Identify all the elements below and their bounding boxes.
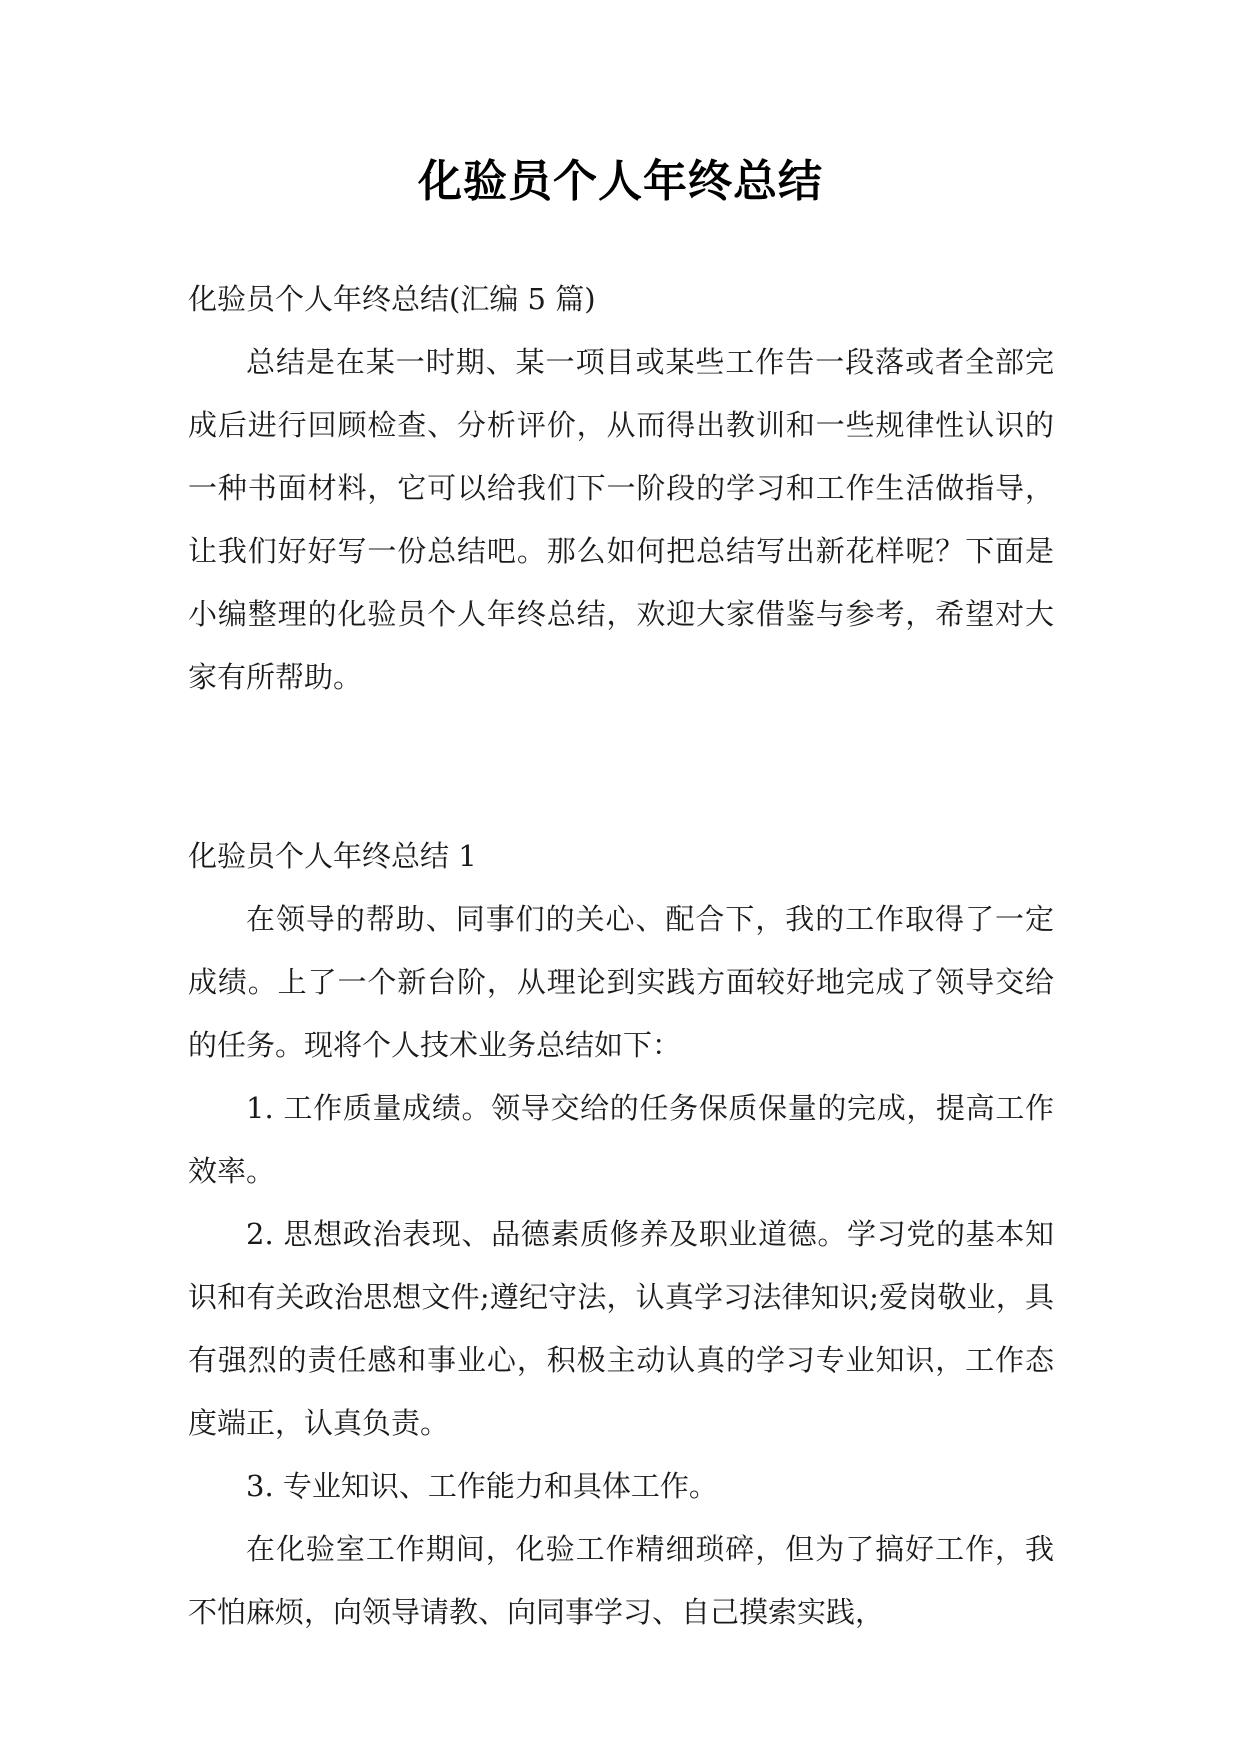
section-1-heading: 化验员个人年终总结 1 [188,839,477,873]
document-subtitle: 化验员个人年终总结(汇编 5 篇) [188,282,596,316]
section-1-item-2: 2. 思想政治表现、品德素质修养及职业道德。学习党的基本知识和有关政治思想文件;遵纪守法，认真学习法律知识;爱岗敬业，具有强烈的责任感和事业心，积极主动认真的学习专业知识，工作态度端正，认真负责。 [188,1217,1054,1440]
intro-paragraph: 总结是在某一时期、某一项目或某些工作告一段落或者全部完成后进行回顾检查、分析评价，从而得出教训和一些规律性认识的一种书面材料，它可以给我们下一阶段的学习和工作生活做指导，让我们好好写一份总结吧。那么如何把总结写出新花样呢？下面是小编整理的化验员个人年终总结，欢迎大家借鉴与参考，希望对大家有所帮助。 [188,345,1054,694]
section-1-item-1: 1. 工作质量成绩。领导交给的任务保质保量的完成，提高工作效率。 [188,1091,1054,1188]
section-1-paragraph-lab: 在化验室工作期间，化验工作精细琐碎，但为了搞好工作，我不怕麻烦，向领导请教、向同事学习、自己摸索实践， [188,1532,1054,1629]
intro-block [188,268,1054,709]
section-1-item-3: 3. 专业知识、工作能力和具体工作。 [246,1469,718,1503]
section-1-paragraph: 在领导的帮助、同事们的关心、配合下，我的工作取得了一定成绩。上了一个新台阶，从理论到实践方面较好地完成了领导交给的任务。现将个人技术业务总结如下： [188,902,1054,1062]
document-title: 化验员个人年终总结 [418,156,823,207]
section-1 [188,825,1054,1644]
